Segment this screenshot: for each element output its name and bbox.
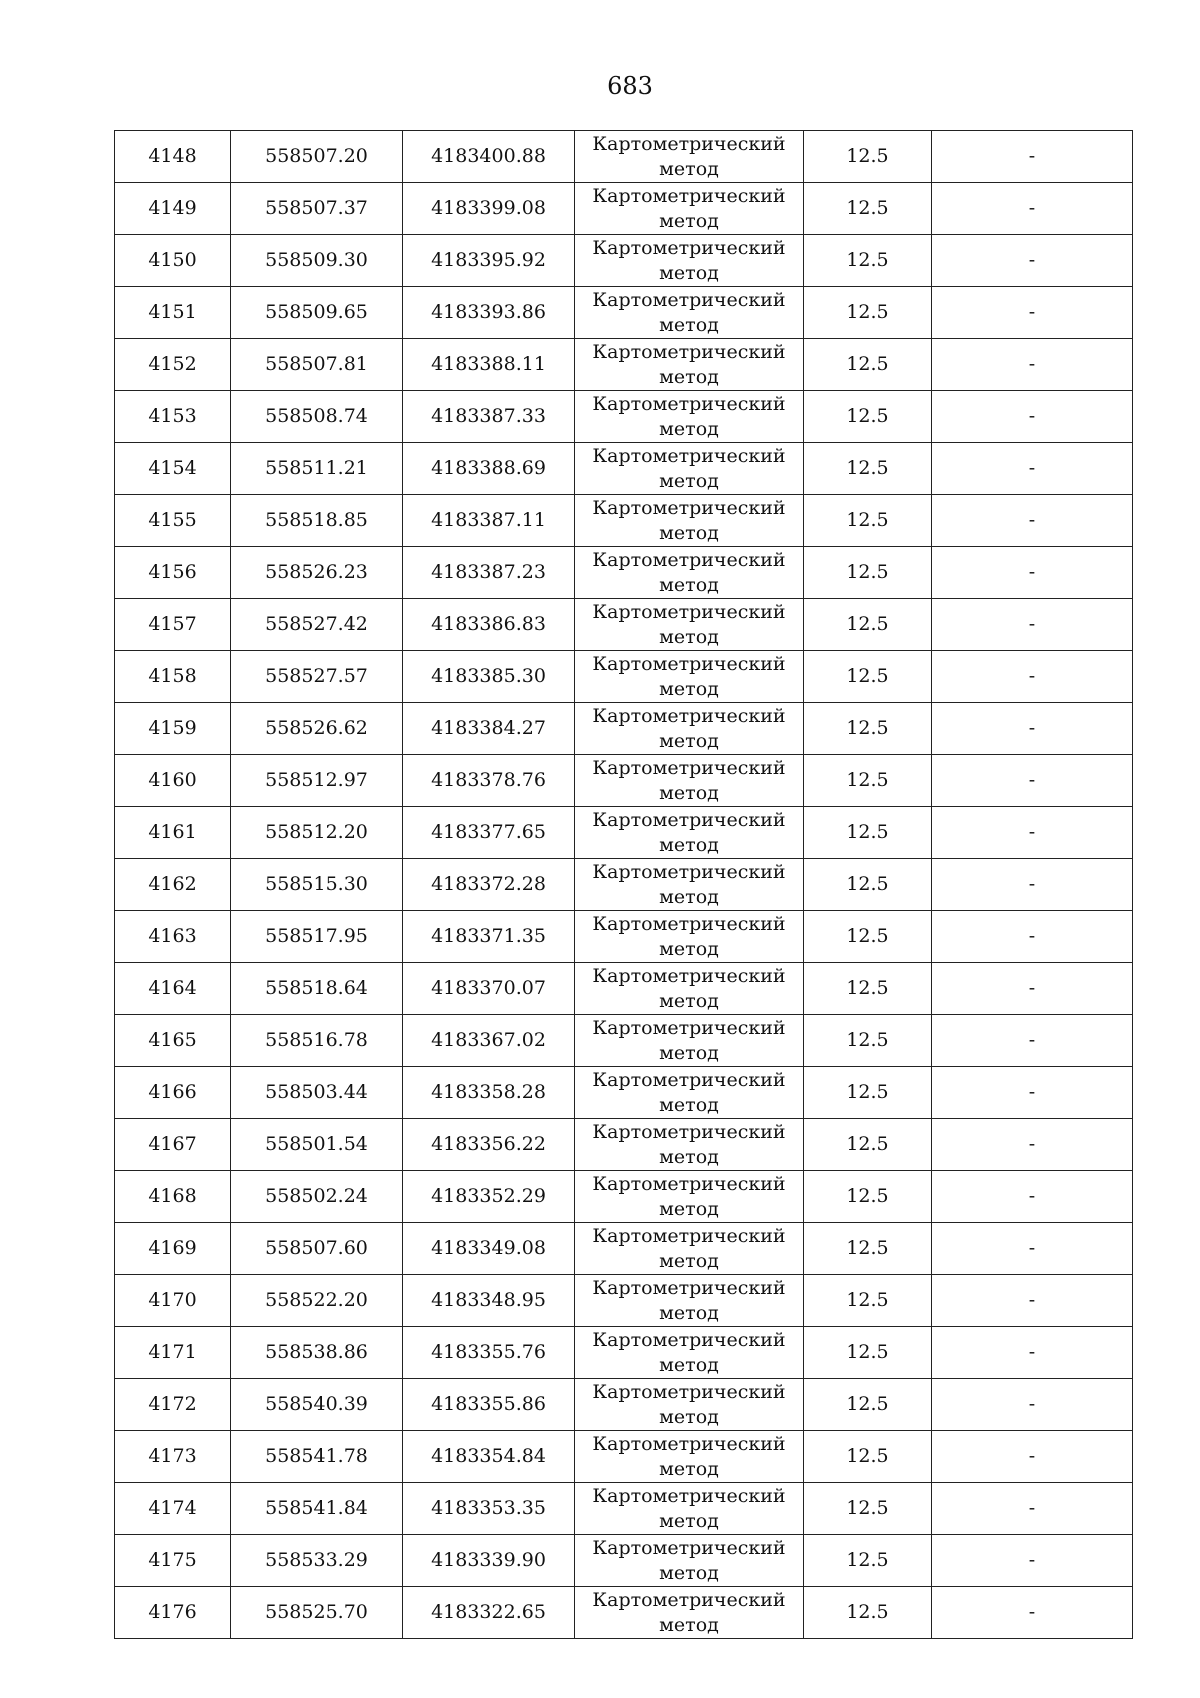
point-id-cell: 4159	[115, 703, 231, 755]
method-line-1: Картометрический	[592, 444, 786, 467]
method-line-2: метод	[659, 1613, 719, 1636]
method-line-2: метод	[659, 989, 719, 1012]
y-coordinate-cell: 4183371.35	[403, 911, 575, 963]
method-cell	[575, 1535, 804, 1587]
method-cell	[575, 1327, 804, 1379]
x-coordinate-cell: 558517.95	[231, 911, 403, 963]
note-cell: -	[932, 963, 1133, 1015]
x-coordinate-cell: 558526.62	[231, 703, 403, 755]
accuracy-cell: 12.5	[804, 287, 932, 339]
method-line-2: метод	[659, 1509, 719, 1532]
point-id-cell: 4170	[115, 1275, 231, 1327]
method-line-1: Картометрический	[592, 964, 786, 987]
y-coordinate-cell: 4183354.84	[403, 1431, 575, 1483]
method-cell	[575, 547, 804, 599]
point-id-cell: 4156	[115, 547, 231, 599]
point-id-cell: 4166	[115, 1067, 231, 1119]
table-row	[115, 703, 1133, 755]
y-coordinate-cell: 4183353.35	[403, 1483, 575, 1535]
method-cell	[575, 183, 804, 235]
point-id-cell: 4150	[115, 235, 231, 287]
point-id-cell: 4174	[115, 1483, 231, 1535]
table-row	[115, 547, 1133, 599]
note-cell: -	[932, 1119, 1133, 1171]
table-row	[115, 287, 1133, 339]
x-coordinate-cell: 558541.78	[231, 1431, 403, 1483]
y-coordinate-cell: 4183358.28	[403, 1067, 575, 1119]
method-cell	[575, 1171, 804, 1223]
y-coordinate-cell: 4183370.07	[403, 963, 575, 1015]
point-id-cell: 4160	[115, 755, 231, 807]
point-id-cell: 4161	[115, 807, 231, 859]
y-coordinate-cell: 4183349.08	[403, 1223, 575, 1275]
method-line-2: метод	[659, 1301, 719, 1324]
method-line-1: Картометрический	[592, 1484, 786, 1507]
table-row	[115, 495, 1133, 547]
table-row	[115, 391, 1133, 443]
y-coordinate-cell: 4183367.02	[403, 1015, 575, 1067]
method-line-2: метод	[659, 1093, 719, 1116]
note-cell: -	[932, 443, 1133, 495]
table-row	[115, 807, 1133, 859]
note-cell: -	[932, 755, 1133, 807]
method-cell	[575, 131, 804, 183]
method-line-2: метод	[659, 625, 719, 648]
x-coordinate-cell: 558540.39	[231, 1379, 403, 1431]
accuracy-cell: 12.5	[804, 911, 932, 963]
method-cell	[575, 235, 804, 287]
table-row	[115, 1067, 1133, 1119]
y-coordinate-cell: 4183352.29	[403, 1171, 575, 1223]
method-cell	[575, 391, 804, 443]
point-id-cell: 4151	[115, 287, 231, 339]
x-coordinate-cell: 558518.64	[231, 963, 403, 1015]
point-id-cell: 4152	[115, 339, 231, 391]
method-line-2: метод	[659, 1353, 719, 1376]
method-line-1: Картометрический	[592, 1432, 786, 1455]
method-line-1: Картометрический	[592, 912, 786, 935]
y-coordinate-cell: 4183339.90	[403, 1535, 575, 1587]
method-line-1: Картометрический	[592, 756, 786, 779]
table-row	[115, 131, 1133, 183]
accuracy-cell: 12.5	[804, 1223, 932, 1275]
method-cell	[575, 1379, 804, 1431]
note-cell: -	[932, 1067, 1133, 1119]
method-cell	[575, 339, 804, 391]
accuracy-cell: 12.5	[804, 651, 932, 703]
method-cell	[575, 495, 804, 547]
method-cell	[575, 651, 804, 703]
accuracy-cell: 12.5	[804, 1067, 932, 1119]
y-coordinate-cell: 4183387.23	[403, 547, 575, 599]
table-row	[115, 859, 1133, 911]
note-cell: -	[932, 1327, 1133, 1379]
accuracy-cell: 12.5	[804, 599, 932, 651]
x-coordinate-cell: 558533.29	[231, 1535, 403, 1587]
method-line-2: метод	[659, 209, 719, 232]
accuracy-cell: 12.5	[804, 963, 932, 1015]
method-line-2: метод	[659, 573, 719, 596]
method-line-2: метод	[659, 1457, 719, 1480]
accuracy-cell: 12.5	[804, 1379, 932, 1431]
accuracy-cell: 12.5	[804, 1015, 932, 1067]
table-row	[115, 1535, 1133, 1587]
method-line-1: Картометрический	[592, 860, 786, 883]
method-line-1: Картометрический	[592, 600, 786, 623]
note-cell: -	[932, 1275, 1133, 1327]
method-line-2: метод	[659, 261, 719, 284]
table-row	[115, 443, 1133, 495]
method-line-1: Картометрический	[592, 1276, 786, 1299]
note-cell: -	[932, 235, 1133, 287]
x-coordinate-cell: 558518.85	[231, 495, 403, 547]
method-line-1: Картометрический	[592, 1588, 786, 1611]
y-coordinate-cell: 4183385.30	[403, 651, 575, 703]
method-line-2: метод	[659, 885, 719, 908]
method-line-2: метод	[659, 1197, 719, 1220]
x-coordinate-cell: 558509.65	[231, 287, 403, 339]
method-line-1: Картометрический	[592, 1380, 786, 1403]
accuracy-cell: 12.5	[804, 443, 932, 495]
point-id-cell: 4153	[115, 391, 231, 443]
table-row	[115, 235, 1133, 287]
method-line-1: Картометрический	[592, 1536, 786, 1559]
note-cell: -	[932, 1015, 1133, 1067]
method-line-2: метод	[659, 1561, 719, 1584]
coordinates-table-body	[115, 131, 1133, 1639]
point-id-cell: 4167	[115, 1119, 231, 1171]
method-line-1: Картометрический	[592, 392, 786, 415]
y-coordinate-cell: 4183355.76	[403, 1327, 575, 1379]
note-cell: -	[932, 1483, 1133, 1535]
method-line-2: метод	[659, 677, 719, 700]
point-id-cell: 4169	[115, 1223, 231, 1275]
x-coordinate-cell: 558508.74	[231, 391, 403, 443]
method-line-1: Картометрический	[592, 340, 786, 363]
method-line-1: Картометрический	[592, 808, 786, 831]
method-line-2: метод	[659, 781, 719, 804]
accuracy-cell: 12.5	[804, 183, 932, 235]
point-id-cell: 4164	[115, 963, 231, 1015]
method-line-1: Картометрический	[592, 496, 786, 519]
y-coordinate-cell: 4183377.65	[403, 807, 575, 859]
accuracy-cell: 12.5	[804, 807, 932, 859]
table-row	[115, 1275, 1133, 1327]
coordinates-table	[114, 130, 1133, 1639]
point-id-cell: 4155	[115, 495, 231, 547]
x-coordinate-cell: 558501.54	[231, 1119, 403, 1171]
table-row	[115, 755, 1133, 807]
x-coordinate-cell: 558541.84	[231, 1483, 403, 1535]
method-line-1: Картометрический	[592, 704, 786, 727]
x-coordinate-cell: 558507.37	[231, 183, 403, 235]
point-id-cell: 4165	[115, 1015, 231, 1067]
point-id-cell: 4157	[115, 599, 231, 651]
note-cell: -	[932, 859, 1133, 911]
table-row	[115, 1015, 1133, 1067]
accuracy-cell: 12.5	[804, 339, 932, 391]
method-line-2: метод	[659, 833, 719, 856]
note-cell: -	[932, 183, 1133, 235]
x-coordinate-cell: 558507.81	[231, 339, 403, 391]
point-id-cell: 4149	[115, 183, 231, 235]
x-coordinate-cell: 558525.70	[231, 1587, 403, 1639]
y-coordinate-cell: 4183395.92	[403, 235, 575, 287]
accuracy-cell: 12.5	[804, 131, 932, 183]
method-line-2: метод	[659, 1145, 719, 1168]
method-cell	[575, 703, 804, 755]
note-cell: -	[932, 287, 1133, 339]
x-coordinate-cell: 558507.20	[231, 131, 403, 183]
table-row	[115, 651, 1133, 703]
note-cell: -	[932, 131, 1133, 183]
x-coordinate-cell: 558527.42	[231, 599, 403, 651]
table-row	[115, 1223, 1133, 1275]
accuracy-cell: 12.5	[804, 1171, 932, 1223]
y-coordinate-cell: 4183387.33	[403, 391, 575, 443]
method-cell	[575, 443, 804, 495]
accuracy-cell: 12.5	[804, 1431, 932, 1483]
accuracy-cell: 12.5	[804, 1535, 932, 1587]
y-coordinate-cell: 4183355.86	[403, 1379, 575, 1431]
point-id-cell: 4171	[115, 1327, 231, 1379]
y-coordinate-cell: 4183348.95	[403, 1275, 575, 1327]
method-line-1: Картометрический	[592, 1016, 786, 1039]
point-id-cell: 4172	[115, 1379, 231, 1431]
method-line-1: Картометрический	[592, 184, 786, 207]
note-cell: -	[932, 807, 1133, 859]
note-cell: -	[932, 339, 1133, 391]
method-cell	[575, 911, 804, 963]
method-cell	[575, 807, 804, 859]
point-id-cell: 4162	[115, 859, 231, 911]
method-line-1: Картометрический	[592, 288, 786, 311]
point-id-cell: 4175	[115, 1535, 231, 1587]
method-line-2: метод	[659, 313, 719, 336]
table-row	[115, 1379, 1133, 1431]
method-line-1: Картометрический	[592, 236, 786, 259]
method-cell	[575, 1223, 804, 1275]
table-row	[115, 599, 1133, 651]
method-line-1: Картометрический	[592, 652, 786, 675]
point-id-cell: 4154	[115, 443, 231, 495]
method-line-2: метод	[659, 1405, 719, 1428]
x-coordinate-cell: 558538.86	[231, 1327, 403, 1379]
y-coordinate-cell: 4183384.27	[403, 703, 575, 755]
method-line-1: Картометрический	[592, 1172, 786, 1195]
y-coordinate-cell: 4183387.11	[403, 495, 575, 547]
method-line-1: Картометрический	[592, 1068, 786, 1091]
accuracy-cell: 12.5	[804, 235, 932, 287]
y-coordinate-cell: 4183356.22	[403, 1119, 575, 1171]
note-cell: -	[932, 911, 1133, 963]
method-line-2: метод	[659, 469, 719, 492]
method-cell	[575, 963, 804, 1015]
method-cell	[575, 1067, 804, 1119]
point-id-cell: 4163	[115, 911, 231, 963]
x-coordinate-cell: 558516.78	[231, 1015, 403, 1067]
method-line-2: метод	[659, 937, 719, 960]
method-cell	[575, 1483, 804, 1535]
page-number: 683	[607, 72, 653, 100]
x-coordinate-cell: 558515.30	[231, 859, 403, 911]
x-coordinate-cell: 558507.60	[231, 1223, 403, 1275]
accuracy-cell: 12.5	[804, 1483, 932, 1535]
note-cell: -	[932, 547, 1133, 599]
accuracy-cell: 12.5	[804, 547, 932, 599]
accuracy-cell: 12.5	[804, 703, 932, 755]
method-cell	[575, 287, 804, 339]
table-row	[115, 1587, 1133, 1639]
x-coordinate-cell: 558522.20	[231, 1275, 403, 1327]
method-cell	[575, 1015, 804, 1067]
x-coordinate-cell: 558509.30	[231, 235, 403, 287]
accuracy-cell: 12.5	[804, 1119, 932, 1171]
y-coordinate-cell: 4183322.65	[403, 1587, 575, 1639]
table-row	[115, 183, 1133, 235]
y-coordinate-cell: 4183378.76	[403, 755, 575, 807]
point-id-cell: 4176	[115, 1587, 231, 1639]
note-cell: -	[932, 495, 1133, 547]
point-id-cell: 4148	[115, 131, 231, 183]
method-cell	[575, 1119, 804, 1171]
accuracy-cell: 12.5	[804, 391, 932, 443]
accuracy-cell: 12.5	[804, 1587, 932, 1639]
note-cell: -	[932, 1535, 1133, 1587]
y-coordinate-cell: 4183388.69	[403, 443, 575, 495]
accuracy-cell: 12.5	[804, 1327, 932, 1379]
note-cell: -	[932, 1171, 1133, 1223]
note-cell: -	[932, 1431, 1133, 1483]
method-cell	[575, 599, 804, 651]
table-row	[115, 1483, 1133, 1535]
x-coordinate-cell: 558512.97	[231, 755, 403, 807]
y-coordinate-cell: 4183400.88	[403, 131, 575, 183]
x-coordinate-cell: 558511.21	[231, 443, 403, 495]
accuracy-cell: 12.5	[804, 859, 932, 911]
method-line-1: Картометрический	[592, 1224, 786, 1247]
method-line-1: Картометрический	[592, 548, 786, 571]
point-id-cell: 4168	[115, 1171, 231, 1223]
y-coordinate-cell: 4183386.83	[403, 599, 575, 651]
x-coordinate-cell: 558526.23	[231, 547, 403, 599]
method-line-2: метод	[659, 1041, 719, 1064]
note-cell: -	[932, 1379, 1133, 1431]
method-line-2: метод	[659, 365, 719, 388]
method-cell	[575, 1587, 804, 1639]
table-row	[115, 1431, 1133, 1483]
method-line-1: Картометрический	[592, 132, 786, 155]
y-coordinate-cell: 4183388.11	[403, 339, 575, 391]
method-cell	[575, 755, 804, 807]
note-cell: -	[932, 651, 1133, 703]
accuracy-cell: 12.5	[804, 755, 932, 807]
method-line-2: метод	[659, 1249, 719, 1272]
table-row	[115, 1171, 1133, 1223]
table-row	[115, 911, 1133, 963]
method-cell	[575, 859, 804, 911]
table-row	[115, 963, 1133, 1015]
table-row	[115, 1119, 1133, 1171]
point-id-cell: 4173	[115, 1431, 231, 1483]
x-coordinate-cell: 558527.57	[231, 651, 403, 703]
y-coordinate-cell: 4183393.86	[403, 287, 575, 339]
y-coordinate-cell: 4183399.08	[403, 183, 575, 235]
method-line-1: Картометрический	[592, 1120, 786, 1143]
x-coordinate-cell: 558503.44	[231, 1067, 403, 1119]
x-coordinate-cell: 558502.24	[231, 1171, 403, 1223]
note-cell: -	[932, 599, 1133, 651]
method-line-2: метод	[659, 729, 719, 752]
method-line-1: Картометрический	[592, 1328, 786, 1351]
note-cell: -	[932, 1587, 1133, 1639]
note-cell: -	[932, 391, 1133, 443]
accuracy-cell: 12.5	[804, 1275, 932, 1327]
accuracy-cell: 12.5	[804, 495, 932, 547]
point-id-cell: 4158	[115, 651, 231, 703]
method-cell	[575, 1275, 804, 1327]
method-cell	[575, 1431, 804, 1483]
method-line-2: метод	[659, 521, 719, 544]
method-line-2: метод	[659, 157, 719, 180]
note-cell: -	[932, 1223, 1133, 1275]
table-row	[115, 339, 1133, 391]
table-row	[115, 1327, 1133, 1379]
x-coordinate-cell: 558512.20	[231, 807, 403, 859]
y-coordinate-cell: 4183372.28	[403, 859, 575, 911]
method-line-2: метод	[659, 417, 719, 440]
note-cell: -	[932, 703, 1133, 755]
